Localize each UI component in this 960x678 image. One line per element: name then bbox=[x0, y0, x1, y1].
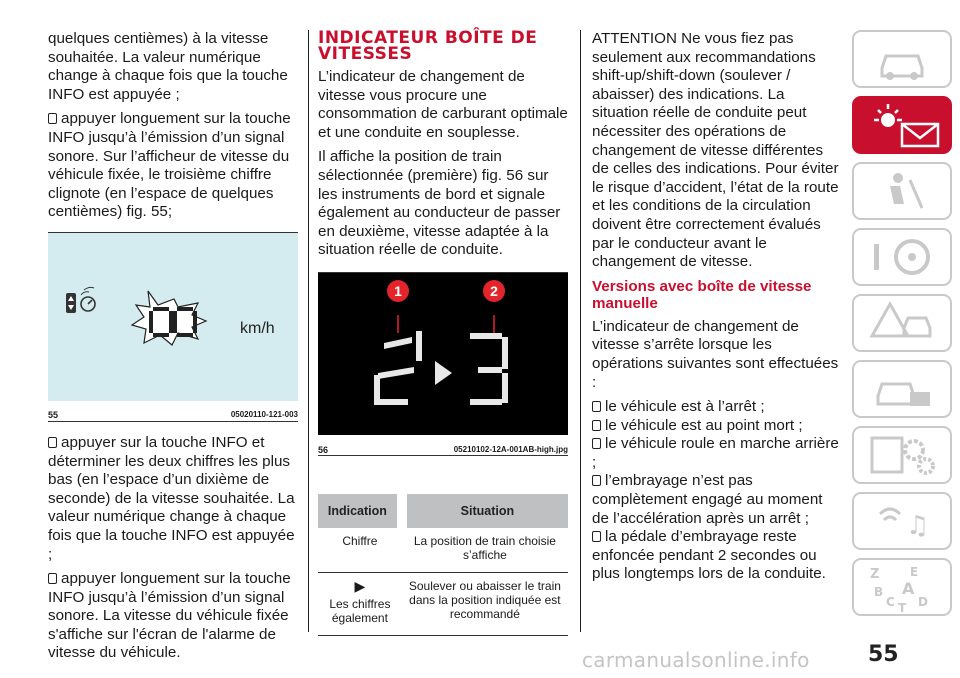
gear-digit-3 bbox=[470, 333, 508, 405]
index-letter: A bbox=[902, 579, 915, 598]
column-divider bbox=[580, 30, 581, 632]
table-cell-text: Les chiffres également bbox=[329, 596, 391, 625]
table-cell bbox=[318, 572, 402, 635]
tab-maintenance[interactable] bbox=[852, 360, 952, 418]
car-icon bbox=[854, 32, 950, 86]
marker-2-label: 2 bbox=[490, 282, 498, 299]
table-row bbox=[318, 572, 568, 635]
table-cell: La position de train choisie s’affiche bbox=[402, 528, 568, 573]
figure-caption bbox=[48, 403, 298, 425]
play-arrow-icon: ▶ bbox=[354, 577, 366, 594]
speed-unit: km/h bbox=[240, 319, 275, 337]
tab-technical-data[interactable] bbox=[852, 426, 952, 484]
checkbox-bullet-icon bbox=[592, 531, 601, 542]
gear-digit-2 bbox=[374, 331, 422, 405]
column-divider bbox=[308, 30, 309, 632]
paragraph: L’indicateur de changement de vitesse vous procure une consommation de carburant optimale et une conduite en souplesse. bbox=[318, 68, 568, 141]
paragraph: quelques centièmes) à la vitesse souhaitée. La valeur numérique change à chaque fois que la touche INFO est appuyée ; bbox=[48, 30, 288, 103]
warning-light-icon bbox=[854, 98, 950, 152]
checkbox-bullet-icon bbox=[48, 437, 57, 448]
figure-code: 05020110-121-003 bbox=[230, 409, 298, 419]
index-letter: E bbox=[910, 565, 919, 579]
marker-1-label: 1 bbox=[394, 282, 402, 299]
table-cell: Soulever ou abaisser le train dans la position indiquée est recommandé bbox=[402, 572, 568, 635]
bullet-text: le véhicule est au point mort ; bbox=[605, 416, 803, 434]
attention-paragraph: ATTENTION Ne vous fiez pas seulement aux recommandations shift-up/shift-down (soulever / abaisser) des indications. La situation réelle de conduite peut nécessiter des opérations de changement de vitesse différentes de celles des indications. Pour éviter le risque d’accident, l’état de la route et les conditions de la circulation doivent être correctement évalués par le conducteur avant le changement de vitesse. bbox=[592, 30, 839, 271]
index-letter: D bbox=[918, 595, 928, 609]
checkbox-bullet-icon bbox=[48, 113, 57, 124]
column-middle bbox=[318, 30, 568, 636]
tab-multimedia[interactable] bbox=[852, 492, 952, 550]
figure-code: 05210102-12A-001AB-high.jpg bbox=[453, 444, 568, 454]
indication-table bbox=[318, 494, 568, 636]
section-heading: INDICATEUR BOÎTE DE VITESSES bbox=[318, 28, 538, 64]
bullet-item bbox=[592, 417, 842, 436]
page-number: 55 bbox=[868, 642, 899, 667]
airbag-icon bbox=[854, 164, 950, 218]
subsection-heading: Versions avec boîte de vitesse manuelle bbox=[592, 277, 812, 312]
column-right bbox=[592, 30, 842, 584]
tab-safety[interactable] bbox=[852, 162, 952, 220]
index-letter: C bbox=[886, 595, 895, 609]
watermark: carmanualsonline.info bbox=[582, 648, 810, 672]
index-letter: T bbox=[898, 601, 907, 614]
index-letter: Z bbox=[870, 567, 880, 582]
figure-caption bbox=[318, 438, 568, 460]
index-icon bbox=[854, 560, 950, 614]
table-header-situation: Situation bbox=[402, 494, 568, 528]
chapter-tabs bbox=[852, 30, 956, 624]
tab-warning-lights[interactable] bbox=[852, 96, 952, 154]
figure-55 bbox=[48, 232, 298, 422]
paragraph: Il affiche la position de train sélectionnée (première) fig. 56 sur les instruments de bord et signale également au conducteur de passer en deuxième, vitesse adaptée à la situation réelle de conduite. bbox=[318, 148, 561, 259]
column-left bbox=[48, 30, 298, 669]
bullet-text: l’embrayage n’est pas complètement engagé au moment de l’accélération après un arrêt ; bbox=[592, 472, 823, 527]
table-header-indication: Indication bbox=[318, 494, 402, 528]
checkbox-bullet-icon bbox=[592, 401, 601, 412]
bullet-item bbox=[48, 434, 298, 564]
bullet-item bbox=[48, 570, 298, 663]
table-cell: Chiffre bbox=[318, 528, 402, 573]
bullet-item bbox=[592, 398, 842, 417]
tab-index[interactable] bbox=[852, 558, 952, 616]
bullet-item bbox=[592, 472, 842, 528]
bullet-item bbox=[592, 435, 842, 472]
checkbox-bullet-icon bbox=[592, 420, 601, 431]
multimedia-icon bbox=[854, 494, 950, 548]
speed-limiter-icon bbox=[66, 287, 95, 313]
maintenance-icon bbox=[854, 362, 950, 416]
cruise-display-svg bbox=[48, 233, 298, 401]
bullet-text: le véhicule roule en marche arrière ; bbox=[592, 435, 839, 471]
bullet-text: la pédale d’embrayage reste enfoncée pendant 2 secondes ou plus longtemps lors de la conduite. bbox=[592, 528, 826, 583]
checkbox-bullet-icon bbox=[592, 475, 601, 486]
bullet-item bbox=[48, 110, 298, 222]
shift-arrow-icon bbox=[435, 361, 452, 385]
bullet-item bbox=[592, 528, 842, 584]
svg-text:♫: ♫ bbox=[906, 511, 930, 541]
tab-car[interactable] bbox=[852, 30, 952, 88]
bullet-text: appuyer longuement sur la touche INFO jusqu’à l’émission d’un signal sonore. Sur l’afficheur de vitesse du véhicule fixée, le troisième chiffre clignote (en l’espace de quelques centièmes) fig. 55; bbox=[48, 110, 291, 221]
gears-icon bbox=[854, 428, 950, 482]
tab-emergency[interactable] bbox=[852, 294, 952, 352]
figure-number: 55 bbox=[48, 409, 59, 420]
checkbox-bullet-icon bbox=[592, 438, 601, 449]
bullet-text: le véhicule est à l’arrêt ; bbox=[605, 398, 765, 416]
figure-56 bbox=[318, 272, 568, 456]
figure-number: 56 bbox=[318, 444, 329, 455]
lcd-display bbox=[48, 233, 298, 401]
paragraph: L’indicateur de changement de vitesse s’arrête lorsque les opérations suivantes sont effectuées : bbox=[592, 317, 839, 391]
steering-wheel-icon bbox=[854, 230, 950, 284]
table-row bbox=[318, 528, 568, 573]
checkbox-bullet-icon bbox=[48, 573, 57, 584]
tab-driving[interactable] bbox=[852, 228, 952, 286]
breakdown-icon bbox=[854, 296, 950, 350]
index-letter: B bbox=[874, 585, 884, 599]
bullet-text: appuyer longuement sur la touche INFO jusqu’à l’émission d’un signal sonore. La vitesse du véhicule fixée s'affiche sur l'écran de l'alarme de vitesse du véhicule. bbox=[48, 570, 291, 662]
gear-indicator-svg bbox=[318, 273, 568, 435]
bullet-text: appuyer sur la touche INFO et déterminer les deux chiffres les plus bas (en l’espace d’un dixième de seconde) de la vitesse souhaitée. La valeur numérique change à chaque fois que la touche INFO est appuyée ; bbox=[48, 433, 295, 563]
